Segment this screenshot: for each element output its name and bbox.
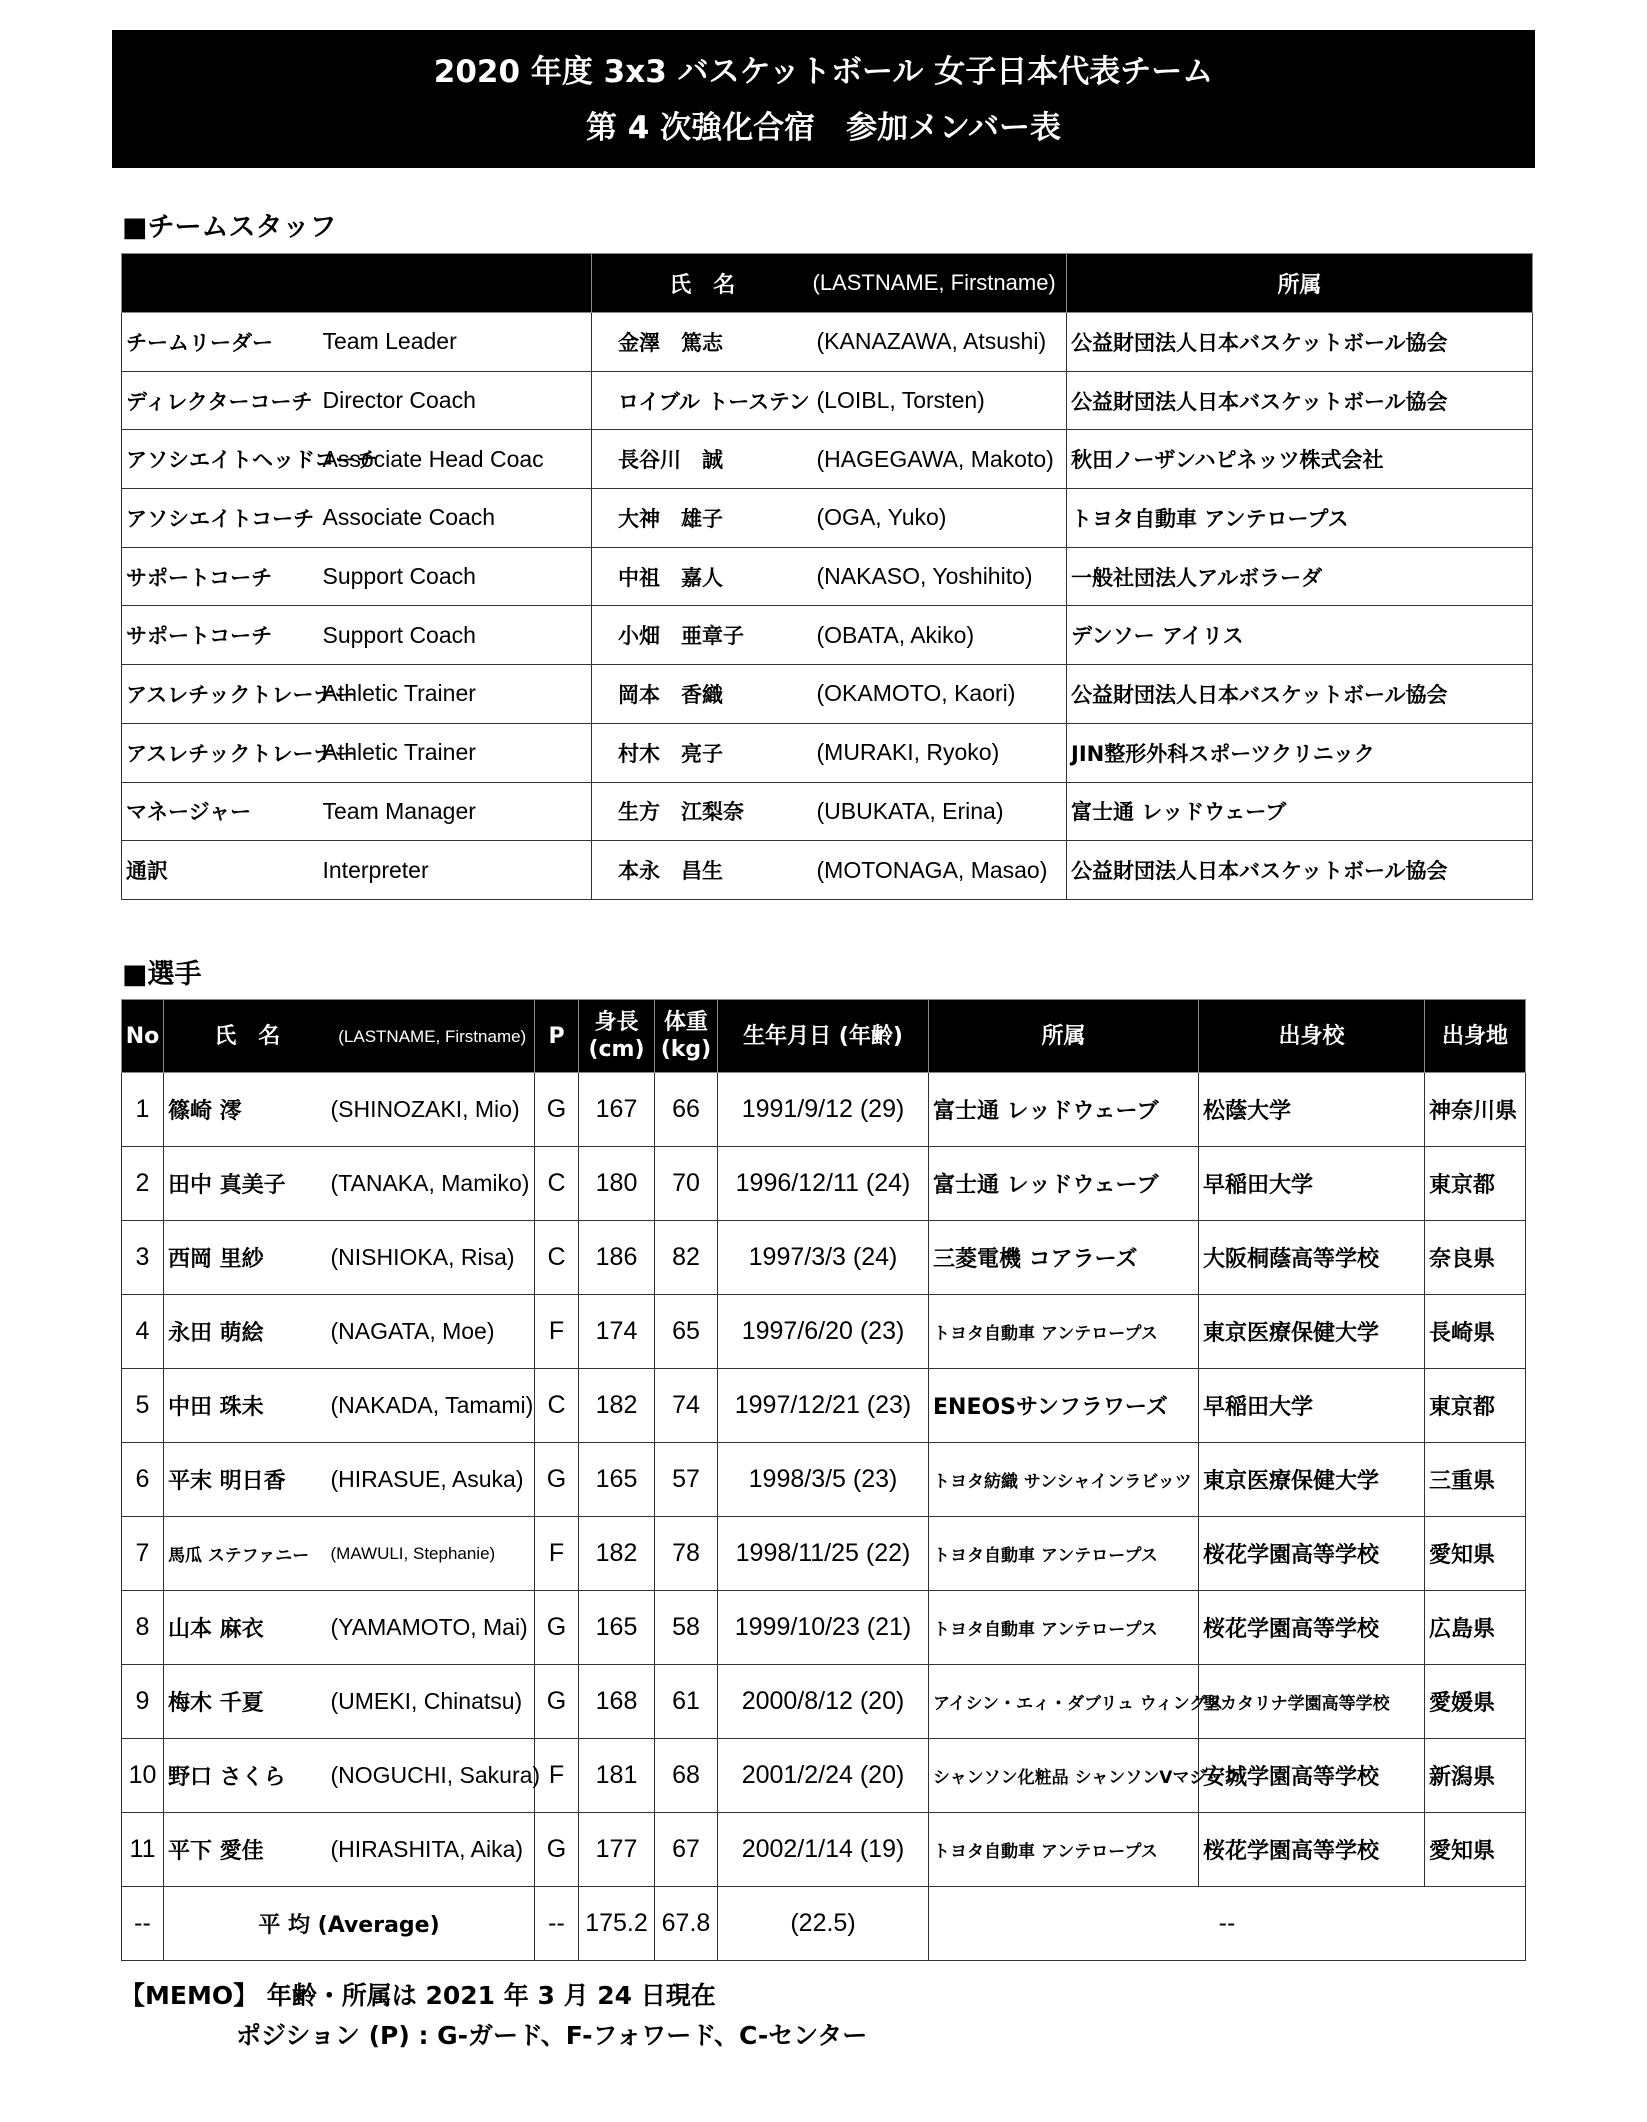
player-no: 9 [122,1665,164,1739]
player-row [122,1665,1526,1739]
player-row [122,1443,1526,1517]
staff-header-romaji: (LASTNAME, Firstname) [813,254,1067,313]
header-school: 出身校 [1199,1000,1425,1073]
staff-role-jp: 通訳 [122,841,319,900]
player-height: 182 [579,1369,655,1443]
staff-role-jp: アスレチックトレーナー [122,665,319,724]
player-romaji: (NOGUCHI, Sakura) [331,1739,535,1813]
player-weight: 66 [655,1073,718,1147]
staff-role-en: Team Leader [319,313,592,372]
average-rest: -- [929,1887,1526,1961]
staff-name: 小畑 亜章子 [592,606,813,665]
staff-role-en: Associate Coach [319,489,592,548]
staff-romaji: (MURAKI, Ryoko) [813,723,1067,782]
player-height: 186 [579,1221,655,1295]
document-title [112,30,1535,168]
staff-name: 長谷川 誠 [592,430,813,489]
staff-row [122,782,1533,841]
player-no: 8 [122,1591,164,1665]
player-weight: 58 [655,1591,718,1665]
players-table [121,999,1526,1961]
player-club: シャンソン化粧品 シャンソンVマジック [929,1739,1199,1813]
header-romaji: (LASTNAME, Firstname) [331,1000,535,1073]
player-origin: 三重県 [1425,1443,1526,1517]
player-club: 富士通 レッドウェーブ [929,1147,1199,1221]
player-no: 11 [122,1813,164,1887]
staff-table [121,253,1533,900]
player-no: 10 [122,1739,164,1813]
player-row [122,1517,1526,1591]
average-weight: 67.8 [655,1887,718,1961]
player-club: 富士通 レッドウェーブ [929,1073,1199,1147]
player-position: C [535,1369,579,1443]
players-header-row [122,1000,1526,1073]
player-weight: 57 [655,1443,718,1517]
staff-name: 岡本 香織 [592,665,813,724]
staff-affiliation: デンソー アイリス [1067,606,1533,665]
player-row [122,1591,1526,1665]
staff-row [122,313,1533,372]
player-dob: 1997/3/3 (24) [718,1221,929,1295]
player-club: ENEOSサンフラワーズ [929,1369,1199,1443]
player-school: 大阪桐蔭高等学校 [1199,1221,1425,1295]
staff-name: 中祖 嘉人 [592,547,813,606]
player-name: 山本 麻衣 [164,1591,331,1665]
player-origin: 愛知県 [1425,1813,1526,1887]
staff-name: 金澤 篤志 [592,313,813,372]
player-origin: 愛知県 [1425,1517,1526,1591]
player-weight: 74 [655,1369,718,1443]
player-weight: 78 [655,1517,718,1591]
player-school: 早稲田大学 [1199,1147,1425,1221]
player-height: 177 [579,1813,655,1887]
average-no: -- [122,1887,164,1961]
player-row [122,1073,1526,1147]
player-row [122,1221,1526,1295]
player-romaji: (YAMAMOTO, Mai) [331,1591,535,1665]
staff-heading: ■チームスタッフ [122,212,337,243]
player-romaji: (UMEKI, Chinatsu) [331,1665,535,1739]
player-school: 東京医療保健大学 [1199,1443,1425,1517]
player-name: 永田 萌絵 [164,1295,331,1369]
staff-romaji: (HAGEGAWA, Makoto) [813,430,1067,489]
player-dob: 1998/3/5 (23) [718,1443,929,1517]
staff-role-jp: サポートコーチ [122,547,319,606]
player-name: 田中 真美子 [164,1147,331,1221]
staff-header-role [122,254,592,313]
average-row [122,1887,1526,1961]
player-no: 2 [122,1147,164,1221]
player-position: G [535,1813,579,1887]
player-romaji: (NISHIOKA, Risa) [331,1221,535,1295]
player-school: 松蔭大学 [1199,1073,1425,1147]
staff-romaji: (OGA, Yuko) [813,489,1067,548]
player-club: トヨタ自動車 アンテロープス [929,1295,1199,1369]
player-weight: 68 [655,1739,718,1813]
player-height: 181 [579,1739,655,1813]
staff-row [122,371,1533,430]
player-weight: 70 [655,1147,718,1221]
player-row [122,1295,1526,1369]
player-height: 182 [579,1517,655,1591]
player-school: 早稲田大学 [1199,1369,1425,1443]
staff-role-jp: アソシエイトヘッドコーチ [122,430,319,489]
player-school: 聖カタリナ学園高等学校 [1199,1665,1425,1739]
player-dob: 1997/12/21 (23) [718,1369,929,1443]
player-name: 西岡 里紗 [164,1221,331,1295]
player-romaji: (NAKADA, Tamami) [331,1369,535,1443]
player-height: 167 [579,1073,655,1147]
staff-name: 村木 亮子 [592,723,813,782]
player-position: G [535,1443,579,1517]
players-heading: ■選手 [122,959,202,990]
player-school: 桜花学園高等学校 [1199,1813,1425,1887]
player-name: 平末 明日香 [164,1443,331,1517]
header-club: 所属 [929,1000,1199,1073]
player-club: 三菱電機 コアラーズ [929,1221,1199,1295]
memo-line-1: 【MEMO】 年齢・所属は 2021 年 3 月 24 日現在 [120,1981,716,2010]
player-dob: 2002/1/14 (19) [718,1813,929,1887]
player-name: 梅木 千夏 [164,1665,331,1739]
player-position: F [535,1295,579,1369]
player-row [122,1369,1526,1443]
staff-romaji: (LOIBL, Torsten) [813,371,1067,430]
staff-role-jp: アスレチックトレーナー [122,723,319,782]
player-school: 安城学園高等学校 [1199,1739,1425,1813]
average-age: (22.5) [718,1887,929,1961]
player-position: C [535,1147,579,1221]
player-height: 168 [579,1665,655,1739]
player-dob: 2000/8/12 (20) [718,1665,929,1739]
player-position: F [535,1517,579,1591]
player-origin: 広島県 [1425,1591,1526,1665]
staff-name: 本永 昌生 [592,841,813,900]
staff-affiliation: 公益財団法人日本バスケットボール協会 [1067,841,1533,900]
player-romaji: (HIRASHITA, Aika) [331,1813,535,1887]
staff-header-name: 氏 名 [592,254,813,313]
staff-role-en: Interpreter [319,841,592,900]
player-no: 4 [122,1295,164,1369]
staff-affiliation: 公益財団法人日本バスケットボール協会 [1067,371,1533,430]
staff-affiliation: 秋田ノーザンハピネッツ株式会社 [1067,430,1533,489]
player-dob: 1991/9/12 (29) [718,1073,929,1147]
player-origin: 東京都 [1425,1369,1526,1443]
average-position: -- [535,1887,579,1961]
staff-affiliation: 公益財団法人日本バスケットボール協会 [1067,665,1533,724]
player-weight: 61 [655,1665,718,1739]
player-position: C [535,1221,579,1295]
player-weight: 67 [655,1813,718,1887]
staff-header-row [122,254,1533,313]
title-line-1: 2020 年度 3x3 バスケットボール 女子日本代表チーム [433,54,1214,90]
staff-name: 生方 江梨奈 [592,782,813,841]
player-origin: 長崎県 [1425,1295,1526,1369]
player-romaji: (MAWULI, Stephanie) [331,1517,535,1591]
staff-role-en: Athletic Trainer [319,665,592,724]
staff-header-affiliation: 所属 [1067,254,1533,313]
player-club: トヨタ自動車 アンテロープス [929,1591,1199,1665]
player-name: 野口 さくら [164,1739,331,1813]
player-origin: 東京都 [1425,1147,1526,1221]
staff-romaji: (OBATA, Akiko) [813,606,1067,665]
player-height: 165 [579,1591,655,1665]
staff-role-en: Associate Head Coac [319,430,592,489]
header-position: P [535,1000,579,1073]
header-dob: 生年月日 (年齢) [718,1000,929,1073]
staff-affiliation: 一般社団法人アルボラーダ [1067,547,1533,606]
player-no: 6 [122,1443,164,1517]
player-club: トヨタ自動車 アンテロープス [929,1517,1199,1591]
staff-role-en: Team Manager [319,782,592,841]
staff-romaji: (MOTONAGA, Masao) [813,841,1067,900]
staff-role-en: Director Coach [319,371,592,430]
player-dob: 1998/11/25 (22) [718,1517,929,1591]
player-name: 中田 珠未 [164,1369,331,1443]
header-origin: 出身地 [1425,1000,1526,1073]
player-weight: 65 [655,1295,718,1369]
player-no: 1 [122,1073,164,1147]
staff-romaji: (NAKASO, Yoshihito) [813,547,1067,606]
average-label: 平 均 (Average) [164,1887,535,1961]
player-school: 東京医療保健大学 [1199,1295,1425,1369]
player-origin: 神奈川県 [1425,1073,1526,1147]
player-dob: 2001/2/24 (20) [718,1739,929,1813]
staff-row [122,723,1533,782]
player-school: 桜花学園高等学校 [1199,1517,1425,1591]
player-romaji: (TANAKA, Mamiko) [331,1147,535,1221]
header-name: 氏 名 [164,1000,331,1073]
player-school: 桜花学園高等学校 [1199,1591,1425,1665]
staff-role-jp: アソシエイトコーチ [122,489,319,548]
player-weight: 82 [655,1221,718,1295]
staff-role-jp: マネージャー [122,782,319,841]
player-club: トヨタ自動車 アンテロープス [929,1813,1199,1887]
staff-affiliation: JIN整形外科スポーツクリニック [1067,723,1533,782]
player-name: 篠崎 澪 [164,1073,331,1147]
player-position: G [535,1073,579,1147]
player-no: 3 [122,1221,164,1295]
player-height: 180 [579,1147,655,1221]
average-height: 175.2 [579,1887,655,1961]
staff-role-jp: ディレクターコーチ [122,371,319,430]
staff-role-en: Support Coach [319,547,592,606]
staff-name: ロイブル トーステン [592,371,813,430]
player-row [122,1813,1526,1887]
player-height: 165 [579,1443,655,1517]
memo-line-2: ポジション (P) : G-ガード、F-フォワード、C-センター [236,2021,868,2050]
player-position: G [535,1665,579,1739]
player-romaji: (NAGATA, Moe) [331,1295,535,1369]
staff-affiliation: トヨタ自動車 アンテロープス [1067,489,1533,548]
staff-affiliation: 富士通 レッドウェーブ [1067,782,1533,841]
player-origin: 奈良県 [1425,1221,1526,1295]
player-dob: 1999/10/23 (21) [718,1591,929,1665]
header-height: 身長 (cm) [579,1000,655,1073]
player-name: 馬瓜 ステファニー [164,1517,331,1591]
staff-romaji: (OKAMOTO, Kaori) [813,665,1067,724]
player-dob: 1997/6/20 (23) [718,1295,929,1369]
player-origin: 新潟県 [1425,1739,1526,1813]
staff-row [122,430,1533,489]
player-club: トヨタ紡織 サンシャインラビッツ [929,1443,1199,1517]
player-no: 7 [122,1517,164,1591]
player-position: G [535,1591,579,1665]
staff-role-jp: サポートコーチ [122,606,319,665]
player-name: 平下 愛佳 [164,1813,331,1887]
staff-row [122,489,1533,548]
header-weight: 体重 (kg) [655,1000,718,1073]
staff-role-en: Support Coach [319,606,592,665]
title-line-2: 第 4 次強化合宿 参加メンバー表 [586,110,1061,146]
staff-name: 大神 雄子 [592,489,813,548]
player-origin: 愛媛県 [1425,1665,1526,1739]
player-no: 5 [122,1369,164,1443]
staff-row [122,606,1533,665]
staff-romaji: (KANAZAWA, Atsushi) [813,313,1067,372]
player-romaji: (HIRASUE, Asuka) [331,1443,535,1517]
staff-role-jp: チームリーダー [122,313,319,372]
staff-row [122,841,1533,900]
player-position: F [535,1739,579,1813]
player-dob: 1996/12/11 (24) [718,1147,929,1221]
player-height: 174 [579,1295,655,1369]
player-row [122,1739,1526,1813]
staff-romaji: (UBUKATA, Erina) [813,782,1067,841]
player-club: アイシン・エィ・ダブリュ ウィングス [929,1665,1199,1739]
staff-affiliation: 公益財団法人日本バスケットボール協会 [1067,313,1533,372]
staff-role-en: Athletic Trainer [319,723,592,782]
player-row [122,1147,1526,1221]
staff-row [122,547,1533,606]
staff-row [122,665,1533,724]
player-romaji: (SHINOZAKI, Mio) [331,1073,535,1147]
header-no: No [122,1000,164,1073]
